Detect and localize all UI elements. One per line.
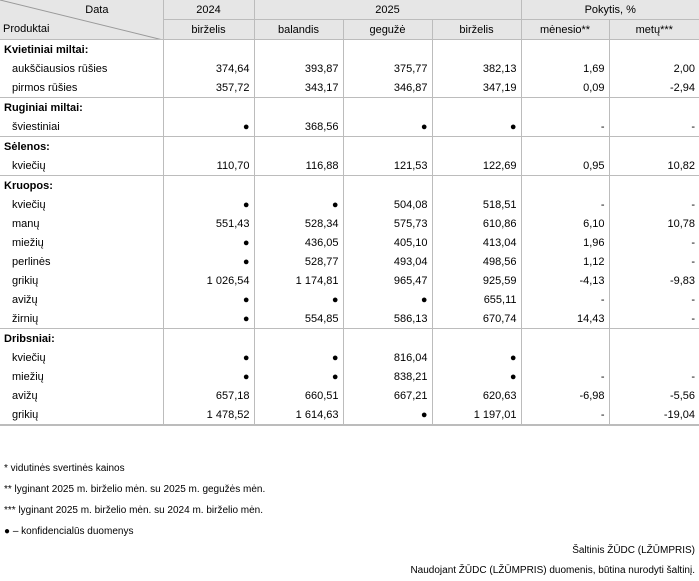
- price-cell: ●: [343, 117, 432, 137]
- price-cell: 657,18: [163, 386, 254, 405]
- product-label: aukščiausios rūšies: [12, 62, 108, 75]
- product-label: grikių: [12, 274, 39, 287]
- price-cell: ●: [163, 309, 254, 329]
- group-label: Ruginiai miltai:: [0, 98, 163, 118]
- empty-cell: [521, 98, 609, 118]
- table-row: [0, 348, 699, 367]
- price-cell: 405,10: [343, 233, 432, 252]
- price-cell: 551,43: [163, 214, 254, 233]
- group-label: Kvietiniai miltai:: [0, 40, 163, 60]
- change-cell: -: [609, 309, 699, 329]
- change-cell: -5,56: [609, 386, 699, 405]
- source-label: Šaltinis ŽŪDC (LŽŪMPRIS): [572, 545, 695, 556]
- empty-cell: [163, 176, 254, 196]
- change-cell: -9,83: [609, 271, 699, 290]
- empty-cell: [432, 137, 521, 157]
- change-cell: -: [609, 233, 699, 252]
- empty-cell: [163, 137, 254, 157]
- change-cell: 1,69: [521, 59, 609, 78]
- empty-cell: [609, 40, 699, 60]
- price-cell: 575,73: [343, 214, 432, 233]
- month-header: gegužė: [343, 20, 432, 40]
- change-cell: 10,78: [609, 214, 699, 233]
- price-cell: ●: [163, 367, 254, 386]
- table-row: [0, 290, 699, 309]
- change-cell: 14,43: [521, 309, 609, 329]
- price-cell: 436,05: [254, 233, 343, 252]
- price-cell: 346,87: [343, 78, 432, 98]
- change-cell: -: [521, 117, 609, 137]
- price-cell: 375,77: [343, 59, 432, 78]
- price-cell: 838,21: [343, 367, 432, 386]
- change-year-header: metų***: [609, 20, 699, 40]
- table-row: [0, 309, 699, 329]
- product-label: miežių: [12, 370, 44, 383]
- empty-cell: [432, 329, 521, 349]
- price-cell: 670,74: [432, 309, 521, 329]
- change-cell: -: [609, 252, 699, 271]
- table-row: [0, 156, 699, 176]
- change-cell: 6,10: [521, 214, 609, 233]
- change-cell: 10,82: [609, 156, 699, 176]
- empty-cell: [343, 137, 432, 157]
- price-cell: 965,47: [343, 271, 432, 290]
- price-cell: 368,56: [254, 117, 343, 137]
- empty-cell: [254, 137, 343, 157]
- table-row: [0, 233, 699, 252]
- empty-cell: [432, 40, 521, 60]
- change-cell: [521, 348, 609, 367]
- price-cell: 667,21: [343, 386, 432, 405]
- price-cell: 655,11: [432, 290, 521, 309]
- empty-cell: [343, 176, 432, 196]
- price-cell: 1 478,52: [163, 405, 254, 425]
- price-cell: 610,86: [432, 214, 521, 233]
- header-row-years: [0, 0, 699, 20]
- price-cell: 528,34: [254, 214, 343, 233]
- empty-cell: [254, 176, 343, 196]
- price-cell: 925,59: [432, 271, 521, 290]
- footnote: * vidutinės svertinės kainos: [4, 463, 125, 474]
- product-label: avižų: [12, 389, 38, 402]
- footnote: *** lyginant 2025 m. birželio mėn. su 2024 m. birželio mėn.: [4, 505, 264, 516]
- change-cell: 0,09: [521, 78, 609, 98]
- empty-cell: [521, 137, 609, 157]
- price-cell: ●: [163, 290, 254, 309]
- price-cell: ●: [432, 117, 521, 137]
- price-cell: 816,04: [343, 348, 432, 367]
- price-cell: 1 197,01: [432, 405, 521, 425]
- price-cell: 374,64: [163, 59, 254, 78]
- source-note: Naudojant ŽŪDC (LŽŪMPRIS) duomenis, būtina nurodyti šaltinį.: [410, 565, 695, 576]
- change-cell: -: [609, 195, 699, 214]
- price-cell: ●: [163, 348, 254, 367]
- table-row: [0, 195, 699, 214]
- month-header: balandis: [254, 20, 343, 40]
- table-row: [0, 271, 699, 290]
- group-row: [0, 98, 699, 118]
- table-row: [0, 214, 699, 233]
- change-cell: 1,12: [521, 252, 609, 271]
- price-cell: 1 026,54: [163, 271, 254, 290]
- group-row: [0, 329, 699, 349]
- price-cell: 121,53: [343, 156, 432, 176]
- product-label: kviečių: [12, 198, 46, 211]
- price-cell: 343,17: [254, 78, 343, 98]
- empty-cell: [343, 329, 432, 349]
- price-cell: 347,19: [432, 78, 521, 98]
- corner-label-date: Data: [85, 4, 109, 16]
- table-row: [0, 252, 699, 271]
- price-cell: 518,51: [432, 195, 521, 214]
- group-label: Sėlenos:: [0, 137, 163, 157]
- change-cell: -2,94: [609, 78, 699, 98]
- product-label: miežių: [12, 236, 44, 249]
- group-row: [0, 137, 699, 157]
- empty-cell: [432, 98, 521, 118]
- price-cell: 554,85: [254, 309, 343, 329]
- table-row: [0, 117, 699, 137]
- price-cell: 586,13: [343, 309, 432, 329]
- month-header: birželis: [163, 20, 254, 40]
- price-cell: ●: [163, 195, 254, 214]
- price-cell: ●: [432, 367, 521, 386]
- month-header: birželis: [432, 20, 521, 40]
- price-cell: ●: [254, 348, 343, 367]
- footnote: ** lyginant 2025 m. birželio mėn. su 2025 m. gegužės mėn.: [4, 484, 266, 495]
- change-cell: 2,00: [609, 59, 699, 78]
- price-cell: ●: [432, 348, 521, 367]
- table-row: [0, 59, 699, 78]
- empty-cell: [163, 40, 254, 60]
- change-cell: [609, 348, 699, 367]
- change-cell: -: [609, 117, 699, 137]
- empty-cell: [609, 176, 699, 196]
- group-row: [0, 40, 699, 60]
- empty-cell: [254, 40, 343, 60]
- price-cell: 413,04: [432, 233, 521, 252]
- price-cell: 660,51: [254, 386, 343, 405]
- empty-cell: [609, 329, 699, 349]
- price-cell: 393,87: [254, 59, 343, 78]
- product-label: avižų: [12, 293, 38, 306]
- product-label: perlinės: [12, 255, 51, 268]
- corner-label-products: Produktai: [3, 23, 50, 35]
- price-cell: 620,63: [432, 386, 521, 405]
- group-row: [0, 176, 699, 196]
- change-cell: -: [521, 290, 609, 309]
- empty-cell: [609, 137, 699, 157]
- price-cell: 493,04: [343, 252, 432, 271]
- product-label: grikių: [0, 405, 163, 425]
- empty-cell: [609, 98, 699, 118]
- empty-cell: [432, 176, 521, 196]
- corner-cell: [0, 0, 163, 40]
- change-cell: -6,98: [521, 386, 609, 405]
- year-2024-header: 2024: [163, 0, 254, 20]
- change-cell: 0,95: [521, 156, 609, 176]
- price-cell: ●: [163, 252, 254, 271]
- price-cell: ●: [254, 367, 343, 386]
- price-cell: ●: [254, 195, 343, 214]
- price-cell: 498,56: [432, 252, 521, 271]
- table-row: [0, 78, 699, 98]
- change-cell: -19,04: [609, 405, 699, 425]
- change-cell: -: [521, 405, 609, 425]
- price-cell: 110,70: [163, 156, 254, 176]
- product-label: manų: [12, 217, 40, 230]
- table-row: [0, 367, 699, 386]
- product-label: kviečių: [12, 351, 46, 364]
- table-row: [0, 386, 699, 405]
- price-cell: ●: [343, 405, 432, 425]
- price-cell: 504,08: [343, 195, 432, 214]
- change-cell: -: [521, 195, 609, 214]
- price-cell: 357,72: [163, 78, 254, 98]
- product-label: kviečių: [12, 159, 46, 172]
- table-row: [0, 405, 699, 425]
- change-cell: -: [521, 367, 609, 386]
- price-cell: 122,69: [432, 156, 521, 176]
- empty-cell: [521, 176, 609, 196]
- empty-cell: [254, 98, 343, 118]
- price-cell: 1 614,63: [254, 405, 343, 425]
- change-cell: -4,13: [521, 271, 609, 290]
- empty-cell: [163, 329, 254, 349]
- change-cell: -: [609, 367, 699, 386]
- change-header: Pokytis, %: [521, 0, 699, 20]
- price-cell: ●: [254, 290, 343, 309]
- price-cell: ●: [343, 290, 432, 309]
- empty-cell: [343, 98, 432, 118]
- price-cell: 528,77: [254, 252, 343, 271]
- group-label: Dribsniai:: [0, 329, 163, 349]
- empty-cell: [521, 40, 609, 60]
- product-label: šviestiniai: [12, 120, 60, 133]
- empty-cell: [254, 329, 343, 349]
- year-2025-header: 2025: [254, 0, 521, 20]
- price-cell: 116,88: [254, 156, 343, 176]
- change-month-header: mėnesio**: [521, 20, 609, 40]
- footnote: ● – konfidencialūs duomenys: [4, 526, 134, 537]
- change-cell: 1,96: [521, 233, 609, 252]
- group-label: Kruopos:: [0, 176, 163, 196]
- product-label: žirnių: [12, 312, 39, 325]
- price-cell: 1 174,81: [254, 271, 343, 290]
- footnotes: [4, 462, 265, 546]
- change-cell: -: [609, 290, 699, 309]
- price-cell: ●: [163, 117, 254, 137]
- product-label: pirmos rūšies: [12, 81, 78, 94]
- empty-cell: [343, 40, 432, 60]
- price-cell: ●: [163, 233, 254, 252]
- price-cell: 382,13: [432, 59, 521, 78]
- empty-cell: [521, 329, 609, 349]
- empty-cell: [163, 98, 254, 118]
